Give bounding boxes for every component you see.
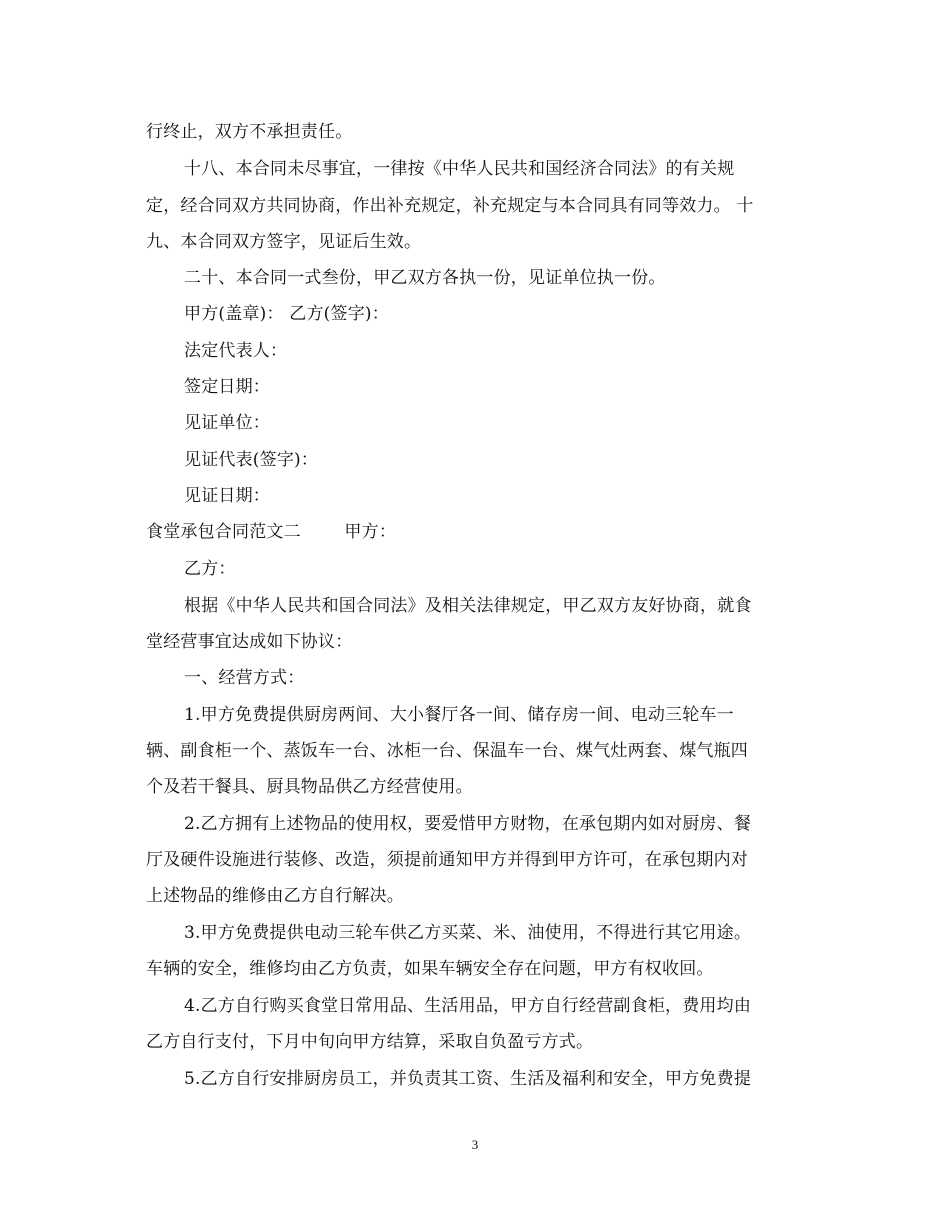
- agreement-intro-line-1: 根据《中华人民共和国合同法》及相关法律规定，甲乙双方友好协商，就食: [184, 596, 752, 616]
- clause-1-line-2: 辆、副食柜一个、蒸饭车一台、冰柜一台、保温车一台、煤气灶两套、煤气瓶四: [146, 741, 748, 761]
- clause-2-line-2: 厅及硬件设施进行装修、改造，须提前通知甲方并得到甲方许可，在承包期内对: [146, 850, 748, 870]
- signing-date-line: 签定日期：: [184, 377, 270, 397]
- party-a-label: 甲方：: [344, 522, 397, 542]
- signature-party-line: 甲方(盖章)： 乙方(签字)：: [184, 304, 389, 324]
- clause-4-line-2: 乙方自行支付，下月中旬向甲方结算，采取自负盈亏方式。: [146, 1032, 594, 1052]
- body-line-4: 九、本合同双方签字，见证后生效。: [146, 232, 422, 252]
- body-line-3: 定，经合同双方共同协商，作出补充规定，补充规定与本合同具有同等效力。 十: [146, 196, 754, 216]
- page-number: 3: [471, 1137, 479, 1152]
- body-line-2: 十八、本合同未尽事宜，一律按《中华人民共和国经济合同法》的有关规: [184, 159, 735, 179]
- witness-unit-line: 见证单位：: [184, 413, 270, 433]
- party-b-label: 乙方：: [184, 559, 236, 579]
- clause-1-line-1: 1.甲方免费提供厨房两间、大小餐厅各一间、储存房一间、电动三轮车一: [184, 705, 734, 725]
- section-heading-line: [146, 522, 396, 542]
- clause-4-line-1: 4.乙方自行购买食堂日常用品、生活用品，甲方自行经营副食柜，费用均由: [184, 996, 752, 1016]
- contract-template-title: 食堂承包合同范文二: [146, 522, 301, 542]
- clause-2-line-1: 2.乙方拥有上述物品的使用权，要爱惜甲方财物，在承包期内如对厨房、餐: [184, 814, 752, 834]
- clause-1-line-3: 个及若干餐具、厨具物品供乙方经营使用。: [146, 777, 473, 797]
- business-mode-heading: 一、经营方式：: [184, 668, 305, 688]
- legal-representative-line: 法定代表人：: [184, 341, 288, 361]
- agreement-intro-line-2: 堂经营事宜达成如下协议：: [146, 632, 353, 652]
- witness-date-line: 见证日期：: [184, 486, 270, 506]
- body-line-1: 行终止，双方不承担责任。: [146, 122, 353, 142]
- clause-5-line-1: 5.乙方自行安排厨房员工，并负责其工资、生活及福利和安全，甲方免费提: [184, 1069, 752, 1089]
- clause-2-line-3: 上述物品的维修由乙方自行解决。: [146, 886, 404, 906]
- body-line-5: 二十、本合同一式叁份，甲乙双方各执一份，见证单位执一份。: [184, 268, 666, 288]
- witness-representative-line: 见证代表(签字)：: [184, 450, 319, 470]
- clause-3-line-1: 3.甲方免费提供电动三轮车供乙方买菜、米、油使用，不得进行其它用途。: [184, 923, 752, 943]
- clause-3-line-2: 车辆的安全，维修均由乙方负责，如果车辆安全存在问题，甲方有权收回。: [146, 959, 714, 979]
